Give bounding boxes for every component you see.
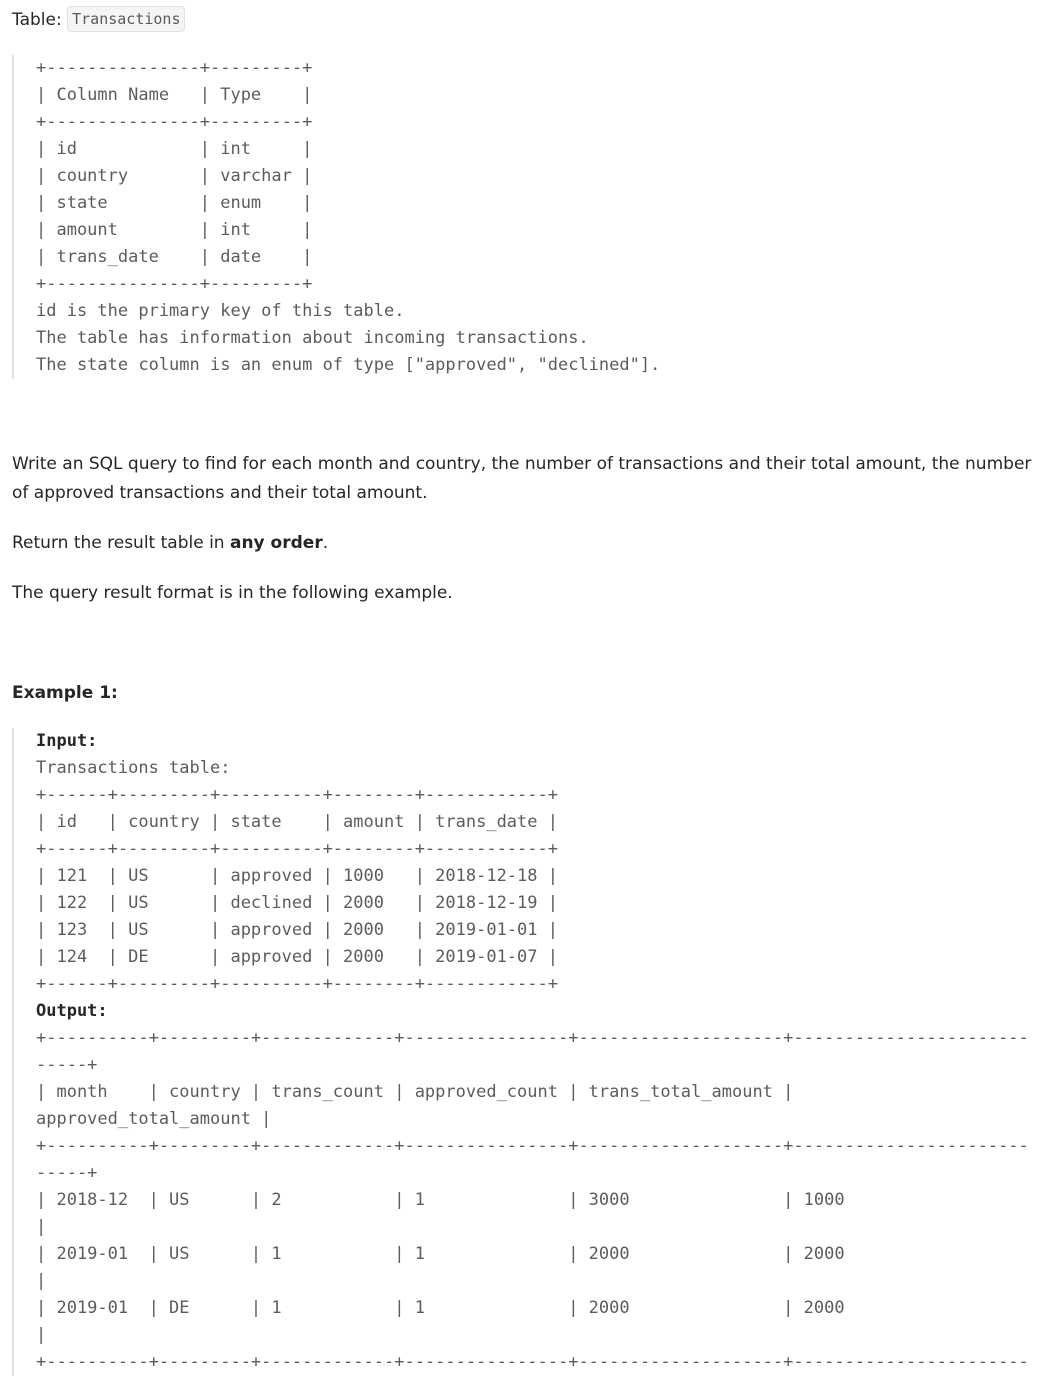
table-name-code: Transactions: [67, 6, 185, 32]
order-note-suffix: .: [322, 533, 329, 553]
example-code-block: [12, 728, 1057, 1376]
order-note-prefix: Return the result table in: [12, 533, 230, 553]
order-note-emphasis: any order: [229, 533, 323, 553]
output-table-text: +----------+---------+-------------+----------------+--------------------+----------------------- -----+ | month | country | trans_count | approved_count | trans_total_amount | approved_total_amount | +----------+---------+-------------+----------------+--------------------+----------------------- -----+ | 2018-12 | US | 2 | 1 | 3000 | 1000 | | 2019-01 | US | 1 | 1 | 2000 | 2000 | | 2019-01 | DE | 1 | 1 | 2000 | 2000 | +----------+---------+-------------+----------------+--------------------+-----------------------: [36, 1028, 1029, 1372]
order-note: [12, 529, 1052, 558]
example-heading: Example 1:: [12, 683, 118, 703]
input-table-text: Transactions table: +------+---------+----------+--------+------------+ | id | country | state | amount | trans_date | +------+---------+----------+--------+------------+ | 121 | US | approved | 1000 | 2018-12-18 | | 122 | US | declined | 2000 | 2018-12-19 | | 123 | US | approved | 2000 | 2019-01-01 | | 124 | DE | approved | 2000 | 2019-01-07 | +------+---------+----------+--------+------------+: [36, 758, 558, 994]
schema-code-block: +---------------+---------+ | Column Name | Type | +---------------+---------+ | id | int | | country | varchar | | state | enum | | amount | int | | trans_date | date | +---------------+---------+ id is the primary key of this table. The table has information about incoming transactions. The state column is an enum of type ["approved", "declined"].: [12, 55, 1057, 379]
format-note: The query result format is in the following example.: [12, 583, 453, 603]
table-name-line: [12, 6, 185, 34]
input-label: Input:: [36, 731, 98, 751]
problem-statement: Write an SQL query to find for each month and country, the number of transactions and their total amount, the number of approved transactions and their total amount.: [12, 454, 1032, 503]
output-label: Output:: [36, 1001, 108, 1021]
table-label: Table:: [12, 10, 62, 30]
